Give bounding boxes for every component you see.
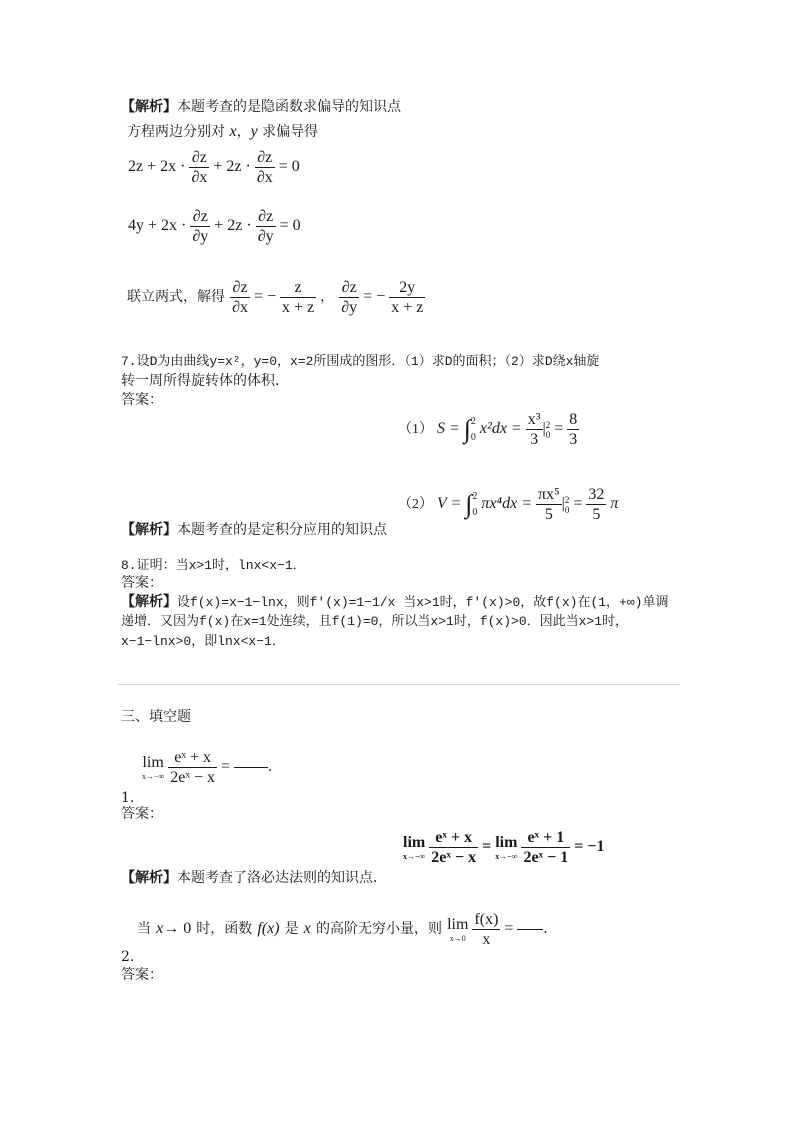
frac-den: 2eˣ − x	[431, 849, 477, 866]
s-var: S =	[437, 420, 460, 438]
q8-proof-1: 设f(x)=x−1−lnx，则f′(x)=1−1/x 当x>1时，f′(x)>0，故f(x)在(1，+∞)单调	[177, 595, 669, 610]
q7-area-formula	[398, 410, 579, 449]
answer-blank	[517, 929, 543, 930]
frac-den: ∂y	[257, 228, 274, 245]
f1-question-formula	[142, 748, 272, 787]
frac-num: πx⁵	[537, 486, 560, 503]
pi: π	[610, 495, 619, 513]
var-x: x	[303, 920, 311, 938]
analysis-label: 【解析】	[121, 594, 177, 610]
dz-dx-fraction-2	[255, 148, 275, 187]
var-x: x	[156, 920, 164, 938]
result-label: 联立两式，解得	[127, 289, 225, 306]
dz-dy-fraction-2	[256, 207, 276, 246]
q6-equation-2	[128, 207, 301, 246]
q6-intro	[127, 123, 318, 141]
frac-num: 2y	[389, 278, 425, 298]
lim-word: lim	[142, 754, 164, 771]
f1-fraction	[168, 748, 217, 787]
frac-den: 5	[592, 506, 601, 523]
section-title: 三、填空题	[121, 709, 191, 725]
q6-result	[127, 278, 425, 317]
frac-num: ∂z	[339, 278, 359, 298]
eq1-mid: + 2z ·	[213, 158, 251, 176]
limit	[142, 754, 164, 781]
var-x: x	[229, 123, 237, 140]
analysis-label: 【解析】	[121, 99, 177, 115]
frac-num: 32	[588, 486, 605, 503]
eq2-lead: 4y + 2x ·	[128, 217, 187, 235]
frac-den: x + z	[282, 299, 315, 316]
q8-analysis-line-1	[121, 593, 668, 612]
q7-line-1: 7.设D为由曲线y=x²，y=0，x=2所围成的图形．（1）求D的面积；（2）求D绕x轴旋	[121, 354, 600, 369]
q7-answer-label: 答案：	[121, 392, 163, 408]
integral-sign: ∫	[465, 489, 473, 519]
q6-intro-b: 求偏导得	[262, 124, 319, 140]
eq-minus: = −	[254, 288, 277, 306]
f1-answer-fraction-2	[521, 828, 570, 867]
q6-analysis-text: 本题考查的是隐函数求偏导的知识点	[177, 99, 401, 115]
lim-sub: x→−∞	[403, 852, 426, 861]
eval-bar: |	[542, 420, 546, 438]
q7-analysis-text: 本题考查的是定积分应用的知识点	[177, 522, 387, 538]
f1-answer-fraction-1	[429, 828, 478, 867]
frac-num: x³	[527, 411, 541, 428]
frac-num: eˣ + 1	[521, 828, 570, 848]
eval-bar: |	[561, 495, 565, 513]
f2-t4: 的高阶无穷小量，则	[315, 921, 442, 938]
dz-dx-fraction	[189, 148, 209, 187]
lim-sub: x→0	[449, 934, 466, 943]
frac-den: ∂y	[341, 299, 358, 316]
range-sub: 0	[564, 504, 570, 515]
frac-den: ∂x	[256, 169, 273, 186]
dz-dy-result-fraction	[339, 278, 359, 317]
q7-volume-formula	[398, 485, 618, 524]
v-antiderivative	[536, 485, 562, 524]
frac-num: eˣ + x	[168, 748, 217, 768]
frac-den: x	[482, 931, 491, 948]
frac-den: 3	[530, 431, 539, 448]
lim-word: lim	[447, 916, 469, 933]
f2-question-formula	[137, 910, 547, 949]
eval-eq: =	[573, 495, 583, 513]
v-label: （2）	[398, 497, 433, 513]
answer-blank	[234, 767, 268, 768]
dz-dy-fraction	[190, 207, 210, 246]
q6-equation-1	[128, 148, 300, 187]
f2-t1: 当	[137, 921, 151, 938]
section-divider	[118, 684, 680, 685]
frac-num: eˣ + x	[429, 828, 478, 848]
eq-minus: = −	[363, 288, 386, 306]
v-integrand: πx⁴dx =	[481, 495, 532, 513]
upper-limit: 2	[472, 490, 478, 502]
f1-answer-formula	[403, 828, 604, 867]
frac-den: 2eˣ − 1	[523, 849, 569, 866]
frac-den: ∂x	[232, 299, 248, 316]
limit	[403, 834, 425, 861]
dot: .	[268, 758, 272, 776]
eq1-tail: = 0	[278, 158, 300, 176]
v-result	[586, 485, 606, 524]
integral-sign: ∫	[463, 414, 471, 444]
range-sub: 0	[545, 429, 551, 440]
upper-limit: 2	[470, 415, 476, 427]
eval-eq: =	[554, 420, 568, 438]
s-label: （1）	[398, 422, 433, 438]
eq: =	[220, 758, 230, 776]
q8-line-1: 8.证明：当x>1时，lnx<x−1．	[121, 558, 306, 573]
analysis-label: 【解析】	[121, 522, 177, 538]
q6-sep: ，	[236, 124, 251, 140]
f2-t3: 是	[284, 921, 299, 938]
f1-number: 1.	[121, 790, 135, 806]
f1-analysis-text: 本题考查了洛必达法则的知识点．	[177, 870, 387, 886]
lower-limit: 0	[472, 506, 478, 518]
frac-num: f(x)	[474, 911, 499, 928]
q8-answer-label: 答案：	[121, 575, 163, 591]
frac-num: ∂z	[255, 148, 275, 168]
f1-answer-label: 答案：	[121, 806, 163, 822]
frac-den: ∂x	[191, 169, 208, 186]
eq1-lead: 2z + 2x ·	[128, 158, 186, 176]
s-integrand: x²dx =	[479, 420, 522, 438]
lim-sub: x→−∞	[495, 852, 518, 861]
frac-den: 2eˣ − x	[170, 769, 215, 786]
frac-num: z	[280, 278, 316, 298]
lower-limit: 0	[470, 431, 476, 443]
f1-analysis-line	[121, 869, 387, 887]
result-1-fraction	[280, 278, 316, 317]
lim-sub: x→−∞	[142, 772, 165, 781]
comma: ，	[320, 289, 335, 306]
f2-number: 2.	[121, 949, 135, 965]
arrow: → 0	[163, 920, 192, 938]
dot: .	[543, 920, 548, 938]
f2-t2: 时，函数	[196, 921, 253, 938]
result-2-fraction	[389, 278, 425, 317]
frac-num: ∂z	[189, 148, 209, 168]
dz-dx-result-fraction	[230, 278, 250, 317]
q6-analysis-line	[121, 98, 401, 116]
eq2-tail: = 0	[279, 217, 301, 235]
q7-analysis-line	[121, 521, 387, 539]
s-antiderivative	[526, 410, 543, 449]
frac-den: 3	[569, 431, 578, 448]
q7-line-2: 转一周所得旋转体的体积．	[121, 373, 289, 389]
eq2-mid: + 2z ·	[214, 217, 252, 235]
limit	[495, 834, 517, 861]
analysis-label: 【解析】	[121, 870, 177, 886]
f2-fraction	[472, 910, 500, 949]
q6-intro-a: 方程两边分别对	[127, 124, 225, 140]
range-sup: 2	[545, 419, 551, 430]
frac-num: ∂z	[230, 278, 250, 298]
q8-analysis-line-2: 递增．又因为f(x)在x=1处连续，且f(1)=0，所以当x>1时，f(x)>0．因此当x>1时，	[121, 614, 629, 629]
eq: =	[482, 838, 492, 856]
frac-den: ∂y	[192, 228, 209, 245]
fx: f(x)	[257, 920, 280, 938]
q8-analysis-line-3: x−1−lnx>0，即lnx<x−1．	[121, 634, 285, 649]
v-var: V =	[437, 495, 462, 513]
var-y: y	[250, 123, 258, 140]
result: = −1	[574, 838, 605, 856]
f2-answer-label: 答案：	[121, 967, 163, 983]
frac-num: ∂z	[256, 207, 276, 227]
limit	[447, 916, 468, 943]
lim-word: lim	[403, 834, 426, 851]
range-sup: 2	[564, 494, 570, 505]
frac-num: 8	[569, 411, 578, 428]
frac-den: x + z	[391, 299, 424, 316]
eq: =	[504, 920, 514, 938]
lim-word: lim	[495, 834, 518, 851]
s-result	[567, 410, 579, 449]
frac-den: 5	[544, 506, 553, 523]
frac-num: ∂z	[190, 207, 210, 227]
